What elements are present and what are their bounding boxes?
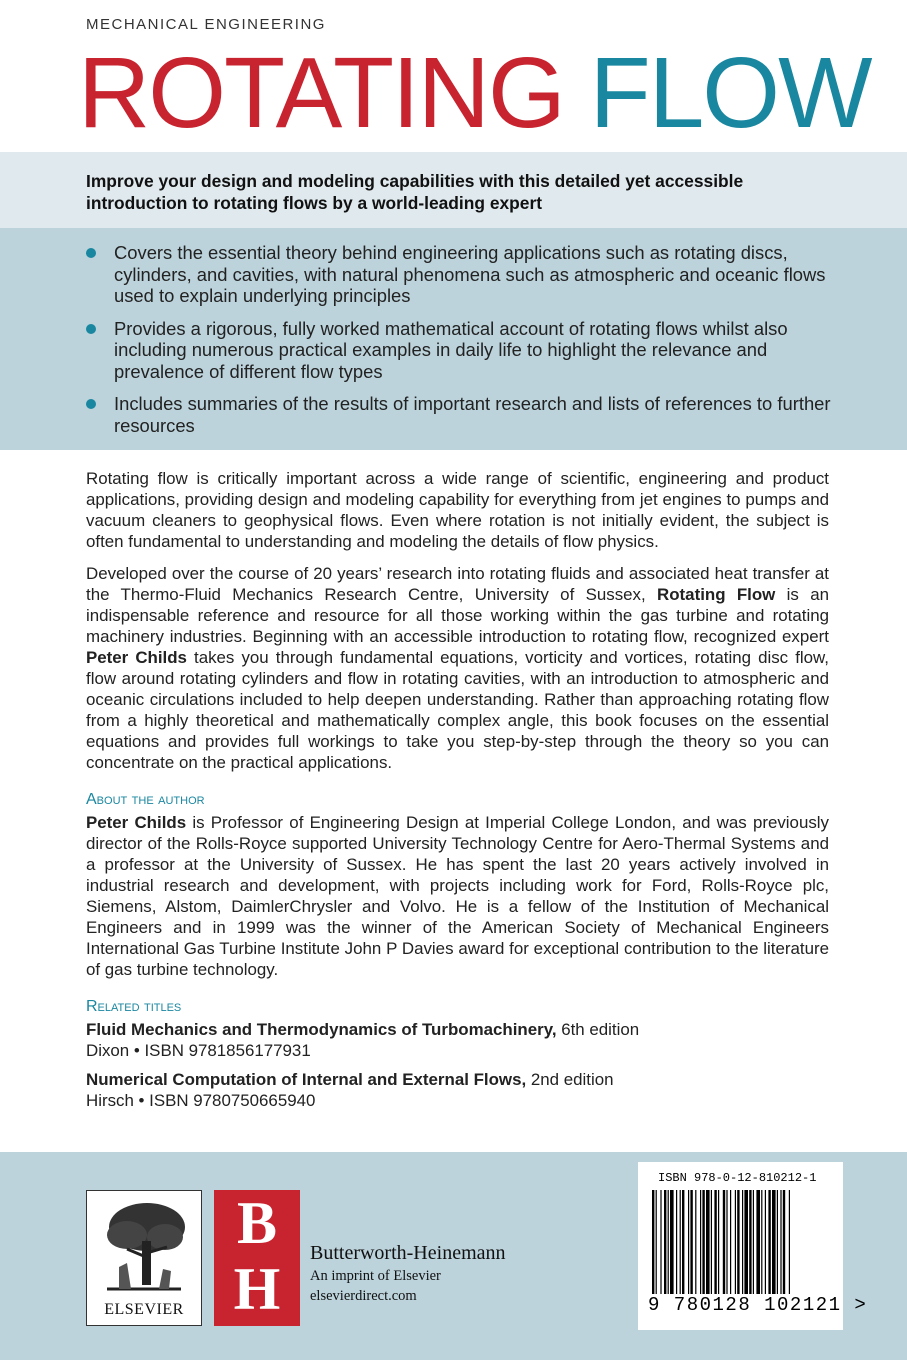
- subject-label: MECHANICAL ENGINEERING: [86, 16, 326, 33]
- bh-letter-b: B: [236, 1190, 278, 1256]
- related-heading: Related titles: [86, 998, 182, 1015]
- related-item: Fluid Mechanics and Thermodynamics of Turbomachinery, 6th edition Dixon • ISBN 9781856177931: [86, 1020, 640, 1060]
- publisher-name: Butterworth-Heinemann: [310, 1242, 506, 1264]
- book-title: [78, 38, 870, 148]
- elsevier-tree-icon: [97, 1197, 191, 1297]
- barcode: [638, 1162, 868, 1330]
- barcode-bars-icon: [652, 1190, 830, 1294]
- feature-item: Covers the essential theory behind engineering applications such as rotating discs, cylinders, and cavities, with natural phenomena such as atmospheric and oceanic flows used to explain underlying principles: [86, 242, 836, 307]
- related-item: Numerical Computation of Internal and External Flows, 2nd edition Hirsch • ISBN 9780750665940: [86, 1070, 614, 1110]
- about-heading: About the author: [86, 791, 205, 808]
- bullet-dot-icon: [86, 248, 96, 258]
- feature-list: [86, 242, 836, 447]
- bullet-dot-icon: [86, 399, 96, 409]
- cover-header: [0, 0, 907, 152]
- title-word-rotating: ROTATING: [78, 37, 564, 149]
- feature-item: Provides a rigorous, fully worked mathematical account of rotating flows whilst also including numerous practical examples in daily life to highlight the relevance and prevalence of different flow types: [86, 318, 836, 383]
- publisher-info: [310, 1240, 610, 1306]
- barcode-digits: 9 780128 102121 >: [648, 1294, 868, 1316]
- isbn-label: ISBN 978-0-12-810212-1: [658, 1171, 817, 1185]
- description-paragraph: Rotating flow is critically important across a wide range of scientific, engineering and product applications, providing design and modeling capability for everything from jet engines to pumps and vacuum cleaners to geophysical flows. Even where rotation is not initially evident, the subject is often fundamental to understanding and modeling the details of flow physics.: [86, 469, 829, 551]
- description: [86, 468, 829, 1119]
- elsevier-wordmark: ELSEVIER: [104, 1301, 184, 1318]
- feature-item: Includes summaries of the results of important research and lists of references to further resources: [86, 393, 836, 436]
- bh-letter-h: H: [233, 1256, 281, 1322]
- bullet-dot-icon: [86, 324, 96, 334]
- bh-logo: [214, 1190, 300, 1326]
- related-titles: [86, 1019, 829, 1111]
- publisher-website: elsevierdirect.com: [310, 1288, 417, 1304]
- publisher-imprint: An imprint of Elsevier: [310, 1268, 441, 1284]
- tagline: Improve your design and modeling capabilities with this detailed yet accessible introduction to rotating flows by a world-leading expert: [86, 171, 744, 213]
- about-paragraph: Peter Childs is Professor of Engineering Design at Imperial College London, and was previously director of the Rolls-Royce supported University Technology Centre for Aero-Thermal Systems and a professor at the University of Sussex. He has spent the last 20 years actively involved in industrial research and development, with projects including work for Ford, Rolls-Royce plc, Siemens, Alstom, DaimlerChrysler and Volvo. He is a fellow of the Institution of Mechanical Engineers and in 1999 was the winner of the American Society of Mechanical Engineers International Gas Turbine Institute John P Davies award for exceptional contribution to the literature of gas turbine technology.: [86, 813, 829, 979]
- elsevier-logo: [86, 1190, 202, 1326]
- description-paragraph: Developed over the course of 20 years’ research into rotating fluids and associated heat transfer at the Thermo-Fluid Mechanics Research Centre, University of Sussex, Rotating Flow is an indispensable reference and resource for all those working within the gas turbine and rotating machinery industries. Beginning with an accessible introduction to rotating flow, recognized expert Peter Childs takes you through fundamental equations, vorticity and vortices, rotating disc flow, flow around rotating cylinders and flow in rotating cavities, with an introduction to atmospheric and oceanic circulations included to help deepen understanding. Rather than approaching rotating flow from a highly theoretical and mathematically complex angle, this book focuses on the essential equations and provides full workings to take you step-by-step through the theory so you can concentrate on the practical applications.: [86, 564, 829, 772]
- title-word-flow: FLOW: [589, 37, 871, 149]
